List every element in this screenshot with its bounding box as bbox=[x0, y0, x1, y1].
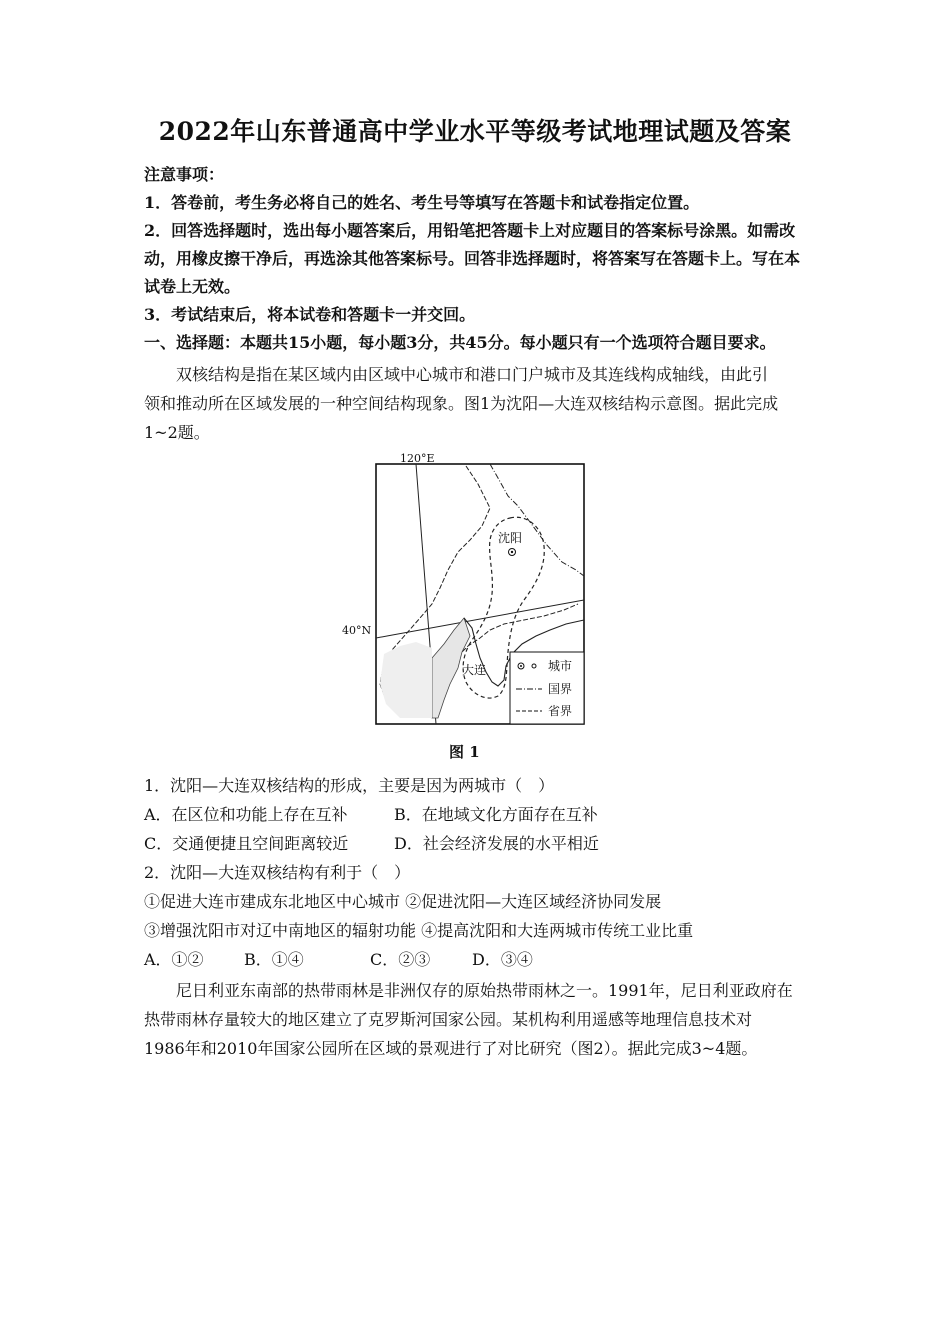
passage-line: 双核结构是指在某区域内由区域中心城市和港口门户城市及其连线构成轴线，由此引 bbox=[176, 365, 769, 384]
legend-city-label: 城市 bbox=[548, 659, 573, 673]
question-2-statements: ③增强沈阳市对辽中南地区的辐射功能 ④提高沈阳和大连两城市传统工业比重 bbox=[144, 921, 694, 940]
notice-heading: 注意事项： bbox=[144, 165, 225, 184]
notice-line: 2．回答选择题时，选出每小题答案后，用铅笔把答题卡上对应题目的答案标号涂黑。如需改 bbox=[144, 221, 796, 240]
passage-line: 1986年和2010年国家公园所在区域的景观进行了对比研究（图2）。据此完成3~4题。 bbox=[144, 1039, 758, 1058]
question-1-option-c: C．交通便捷且空间距离较近 bbox=[144, 834, 349, 853]
passage-line: 尼日利亚东南部的热带雨林是非洲仅存的原始热带雨林之一。1991年，尼日利亚政府在 bbox=[176, 981, 793, 1000]
latitude-label: 40°N bbox=[342, 624, 372, 637]
figure-1-map bbox=[340, 448, 600, 733]
passage-line: 1~2题。 bbox=[144, 423, 210, 442]
figure-caption: 图 1 bbox=[449, 743, 480, 761]
question-2-option-d: D．③④ bbox=[472, 950, 533, 969]
question-1-stem: 1．沈阳—大连双核结构的形成，主要是因为两城市（ ） bbox=[144, 776, 555, 795]
legend-province-label: 省界 bbox=[548, 704, 573, 718]
longitude-label: 120°E bbox=[400, 452, 435, 465]
question-2-option-b: B．①④ bbox=[244, 950, 304, 969]
question-1-option-d: D．社会经济发展的水平相近 bbox=[394, 834, 599, 853]
shenyang-city-dot bbox=[511, 551, 513, 553]
question-2-option-c: C．②③ bbox=[370, 950, 431, 969]
legend-city-dot bbox=[520, 665, 522, 667]
legend-national-label: 国界 bbox=[548, 682, 573, 696]
dalian-label: 大连 bbox=[462, 663, 487, 677]
question-2-stem: 2．沈阳—大连双核结构有利于（ ） bbox=[144, 863, 411, 882]
notice-line: 动，用橡皮擦干净后，再选涂其他答案标号。回答非选择题时，将答案写在答题卡上。写在本 bbox=[144, 249, 801, 268]
shenyang-label: 沈阳 bbox=[498, 531, 523, 545]
notice-line: 3．考试结束后，将本试卷和答题卡一并交回。 bbox=[144, 305, 476, 324]
page-title: 2022年山东普通高中学业水平等级考试地理试题及答案 bbox=[158, 117, 792, 146]
passage-line: 热带雨林存量较大的地区建立了克罗斯河国家公园。某机构利用遥感等地理信息技术对 bbox=[144, 1010, 753, 1029]
section-heading: 一、选择题：本题共15小题，每小题3分，共45分。每小题只有一个选项符合题目要求。 bbox=[144, 333, 776, 352]
question-1-option-a: A．在区位和功能上存在互补 bbox=[144, 805, 348, 824]
passage-line: 领和推动所在区域发展的一种空间结构现象。图1为沈阳—大连双核结构示意图。据此完成 bbox=[144, 394, 779, 413]
question-2-option-a: A．①② bbox=[144, 950, 204, 969]
notice-line: 试卷上无效。 bbox=[144, 277, 241, 296]
question-2-statements: ①促进大连市建成东北地区中心城市 ②促进沈阳—大连区域经济协同发展 bbox=[144, 892, 662, 911]
question-1-option-b: B．在地域文化方面存在互补 bbox=[394, 805, 598, 824]
notice-line: 1．答卷前，考生务必将自己的姓名、考生号等填写在答题卡和试卷指定位置。 bbox=[144, 193, 700, 212]
